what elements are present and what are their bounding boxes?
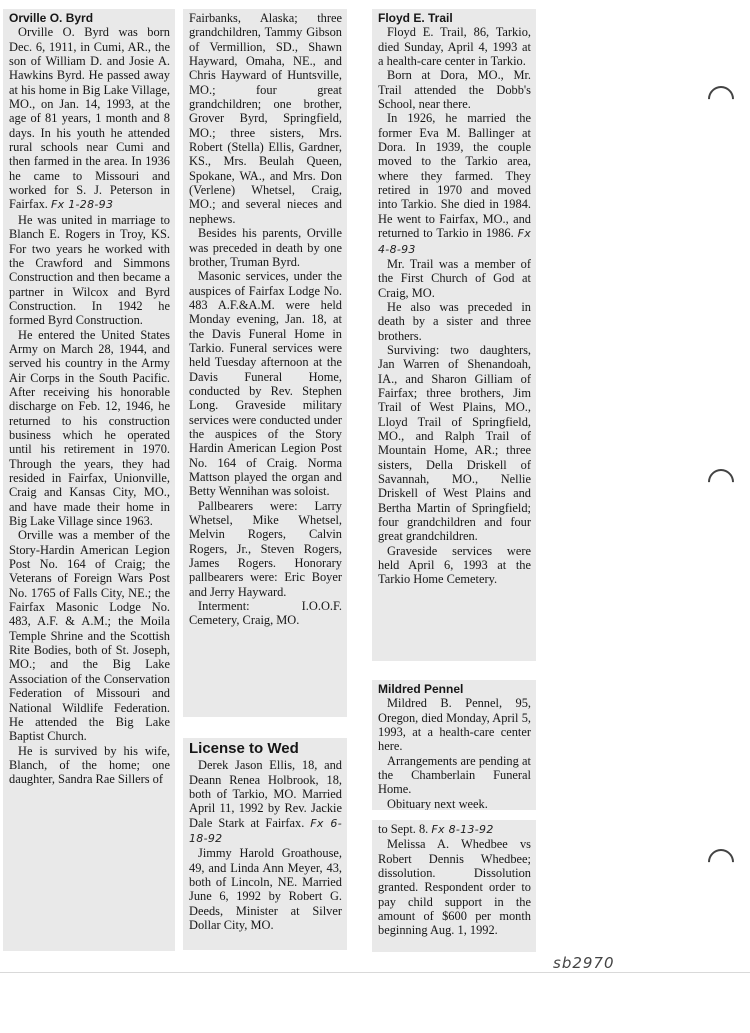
pennel-paragraph-3: Obituary next week. [387,796,488,810]
license-p1-text: Derek Jason Ellis, 18, and Deann Renea Holbrook, 18, both of Tarkio, MO. Married April 11, 1992 by Rev. Jackie Dale Stark at Fairfax. [189,758,342,830]
byrd-paragraph-4: Orville was a member of the Story-Hardin American Legion Post No. 164 of Craig; the Veterans of Foreign Wars Post No. 1765 of Falls City, NE.; the Fairfax Masonic Lodge No. 483, A.F. & A.M.; the Moila Temple Shrine and the Scottish Rite Bodies, both of St. Joseph, MO.; and the Big Lake Association of the Conservation Federation of Missouri and National Wildlife Federation. He attended the Big Lake Baptist Church. [9,528,170,744]
handwritten-date-note: Fx 4-8-93 [378,227,531,256]
clipping-pennel-obituary [372,680,536,810]
byrd-cont-paragraph-5: Interment: I.O.O.F. Cemetery, Craig, MO. [189,599,342,628]
clipping-byrd-obituary [3,9,175,951]
handwritten-date-note: Fx 1-28-93 [51,198,114,212]
punch-hole-middle [703,464,740,501]
byrd-cont-paragraph-3: Masonic services, under the auspices of Fairfax Lodge No. 483 A.F.&A.M. were held Monday evening, Jan. 18, at the Davis Funeral Home in Tarkio. Funeral services were held Tuesday afternoon at the Davis Funeral Home, conducted by Rev. Stephen Long. Graveside military services were conducted under the auspices of the Story Hardin American Legion Post No. 164 of Craig. Norma Mattson played the organ and Betty Wennihan was soloist. [189,269,342,499]
trail-paragraph-6: Surviving: two daughters, Jan Warren of Shenandoah, IA., and Sharon Gilliam of Fairfax; three brothers, Jim Trail of West Plains, MO., Lloyd Trail of Springfield, MO., and Ralph Trail of Mountain Home, AR.; three sisters, Della Driskell of Savannah, MO., Nellie Driskell of West Plains and Bertha Martin of Springfield; four grandchildren and four great grandchildren. [378,342,531,544]
byrd-p1-text: Orville O. Byrd was born Dec. 6, 1911, in Cumi, AR., the son of William D. and Josie A. Hawkins Byrd. He passed away at his home in Big Lake Village, MO., on Jan. 14, 1993, at the age of 81 years, 1 month and 8 days. In his youth he attended rural schools near Cumi and then farmed in the area. In 1936 he came to Missouri and worked for S. J. Peterson in Fairfax. [9,25,170,212]
license-paragraph-1 [189,758,342,846]
pennel-paragraph-1: Mildred B. Pennel, 95, Oregon, died Monday, April 5, 1993, at a health-care center here. [378,696,531,754]
byrd-cont-paragraph-4: Pallbearers were: Larry Whetsel, Mike Whetsel, Melvin Rogers, Calvin Rogers, Jr., Steven Rogers, James Rogers. Honorary pallbearers were: Eric Boyer and Jerry Hayward. [189,498,342,599]
clipping-trail-obituary [372,9,536,661]
whedbee-paragraph-1: Melissa A. Whedbee vs Robert Dennis Whedbee; dissolution. Dissolution granted. Respondent order to pay child support in the amount of $600 per month beginning Aug. 1, 1992. [378,837,531,938]
trail-paragraph-1: Floyd E. Trail, 86, Tarkio, died Sunday, April 4, 1993 at a health-care center in Tarkio. [378,25,531,69]
obituary-title-byrd: Orville O. Byrd [9,11,94,25]
whedbee-lead-text: to Sept. 8. [378,822,429,836]
byrd-paragraph-3: He entered the United States Army on March 28, 1944, and served his country in the Army Air Corps in the South Pacific. After receiving his honorable discharge on Feb. 12, 1946, he returned to his construction business which he operated until his retirement in 1970. Through the years, they had resided in Fairfax, Unionville, Craig and Kansas City, MO., and have made their home in Big Lake Village since 1963. [9,327,170,529]
trail-paragraph-3 [378,111,531,256]
handwritten-date-note: Fx 8-13-92 [431,823,494,836]
trail-p3-text: In 1926, he married the former Eva M. Ballinger at Dora. In 1939, the couple moved to the Tarkio area, where they farmed. They retired in 1970 and moved into Tarkio. She died in 1984. He went to Fairfax, MO., and returned to Tarkio in 1986. [378,111,531,241]
obituary-title-pennel: Mildred Pennel [378,682,464,696]
handwritten-date-note: Fx 6-18-92 [189,816,342,846]
trail-paragraph-2: Born at Dora, MO., Mr. Trail attended the Dobb's School, near there. [378,68,531,112]
page-bottom-edge [0,972,750,973]
byrd-cont-paragraph-2: Besides his parents, Orville was preceded in death by one brother, Truman Byrd. [189,226,342,269]
archive-id-handwritten: sb2970 [553,954,615,972]
punch-hole-top [703,81,740,118]
clipping-license-to-wed [183,738,347,950]
trail-paragraph-4: Mr. Trail was a member of the First Church of God at Craig, MO. [378,256,531,300]
pennel-paragraph-2: Arrangements are pending at the Chamberlain Funeral Home. [378,753,531,797]
clipping-whedbee-dissolution [372,820,536,952]
clipping-byrd-continued [183,9,347,717]
byrd-cont-paragraph-1: Fairbanks, Alaska; three grandchildren, Tammy Gibson of Vermillion, SD., Shawn Hayward, Omaha, NE., and Chris Hayward of Huntsville, MO.; four great grandchildren; one brother, Grover Byrd, Springfield, MO.; three sisters, Mrs. Robert (Stella) Ellis, Gardner, KS., Mrs. Beulah Queen, Spokane, WA., and Mrs. Don (Verlene) Whetsel, Craig, MO.; and several nieces and nephews. [189,11,342,226]
trail-paragraph-5: He also was preceded in death by a sister and three brothers. [378,299,531,343]
license-paragraph-2: Jimmy Harold Groathouse, 49, and Linda Ann Meyer, 43, both of Lincoln, NE. Married June 6, 1992 by Robert G. Deeds, Minister at Silver Dollar City, MO. [189,846,342,933]
byrd-paragraph-5: He is survived by his wife, Blanch, of the home; one daughter, Sandra Rae Sillers of [9,743,170,787]
byrd-paragraph-2: He was united in marriage to Blanch E. Rogers in Troy, KS. For two years he worked with the Crawford and Simmons Construction and then became a partner in Wilcox and Byrd Construction. In 1942 he formed Byrd Construction. [9,212,170,328]
punch-hole-bottom [703,844,740,881]
whedbee-lead-line [378,822,531,837]
license-title: License to Wed [189,740,299,757]
obituary-title-trail: Floyd E. Trail [378,11,453,25]
trail-paragraph-7: Graveside services were held April 6, 1993 at the Tarkio Home Cemetery. [378,543,531,587]
byrd-paragraph-1 [9,25,170,212]
